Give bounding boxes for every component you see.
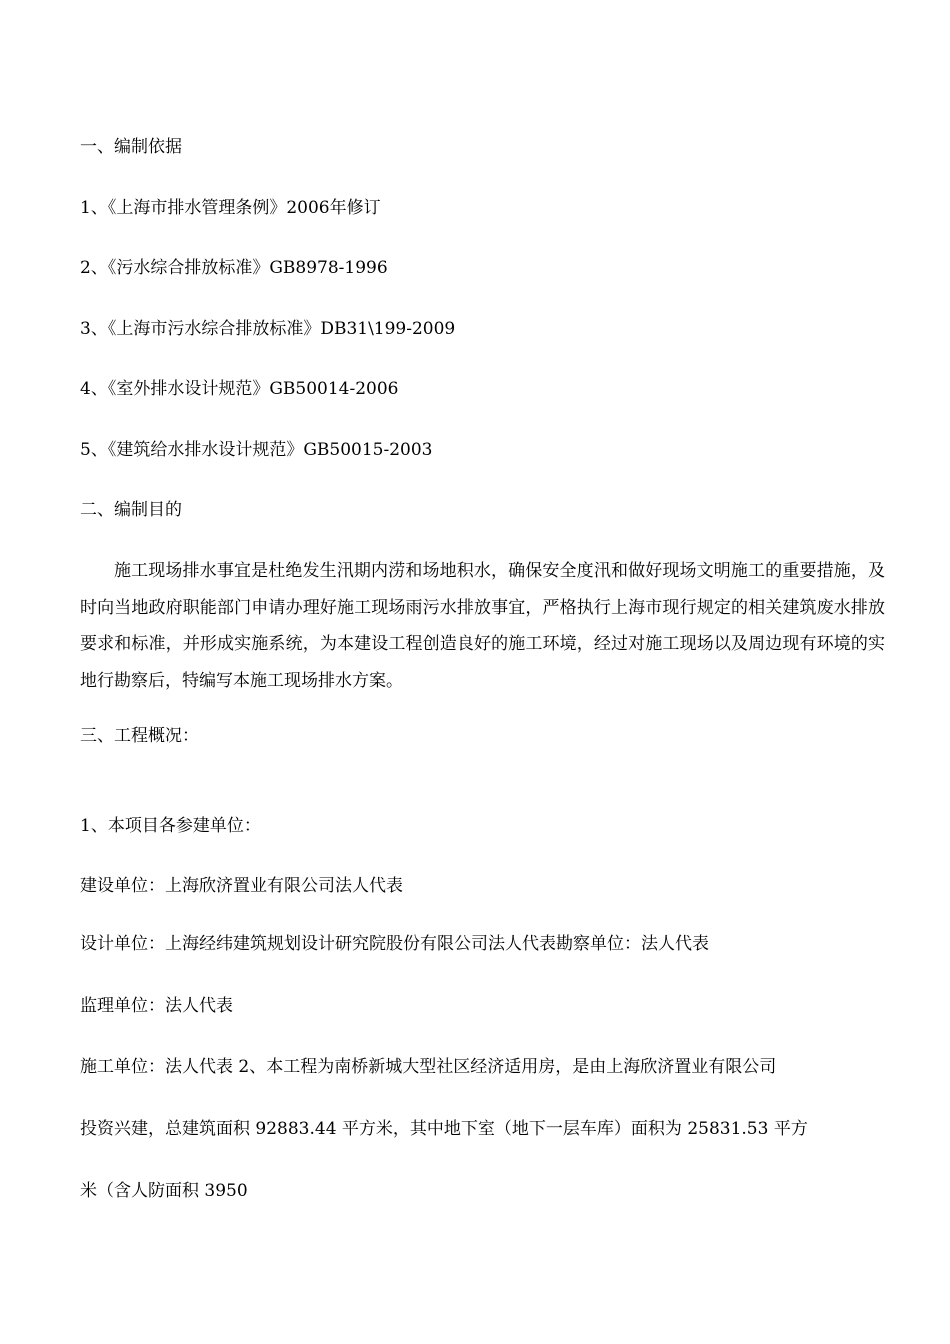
overview-line-2: 投资兴建，总建筑面积 92883.44 平方米，其中地下室（地下一层车库）面积为 25831.53 平方: [80, 1119, 808, 1139]
basis-item-2: 2、《污水综合排放标准》GB8978-1996: [80, 258, 388, 278]
section-heading-overview: 三、工程概况：: [80, 726, 199, 746]
builder-line: 建设单位：上海欣济置业有限公司法人代表: [80, 876, 403, 896]
designer-line: 设计单位：上海经纬建筑规划设计研究院股份有限公司法人代表勘察单位：法人代表: [80, 934, 709, 954]
section-heading-basis: 一、编制依据: [80, 137, 182, 157]
participants-subheading: 1、本项目各参建单位：: [80, 816, 261, 836]
basis-item-4: 4、《室外排水设计规范》GB50014-2006: [80, 379, 399, 399]
supervisor-line: 监理单位：法人代表: [80, 996, 233, 1016]
basis-item-3: 3、《上海市污水综合排放标准》DB31\199-2009: [80, 319, 456, 339]
basis-item-1: 1、《上海市排水管理条例》2006年修订: [80, 198, 381, 218]
overview-line-3: 米（含人防面积 3950: [80, 1181, 248, 1201]
basis-item-5: 5、《建筑给水排水设计规范》GB50015-2003: [80, 440, 433, 460]
section-heading-purpose: 二、编制目的: [80, 500, 182, 520]
contractor-line: 施工单位：法人代表 2、本工程为南桥新城大型社区经济适用房，是由上海欣济置业有限公司: [80, 1057, 777, 1077]
purpose-paragraph: 施工现场排水事宜是杜绝发生汛期内涝和场地积水，确保安全度汛和做好现场文明施工的重要措施，及时向当地政府职能部门申请办理好施工现场雨污水排放事宜，严格执行上海市现行规定的相关建筑废水排放要求和标准，并形成实施系统，为本建设工程创造良好的施工环境，经过对施工现场以及周边现有环境的实地行勘察后，特编写本施工现场排水方案。: [80, 561, 885, 692]
